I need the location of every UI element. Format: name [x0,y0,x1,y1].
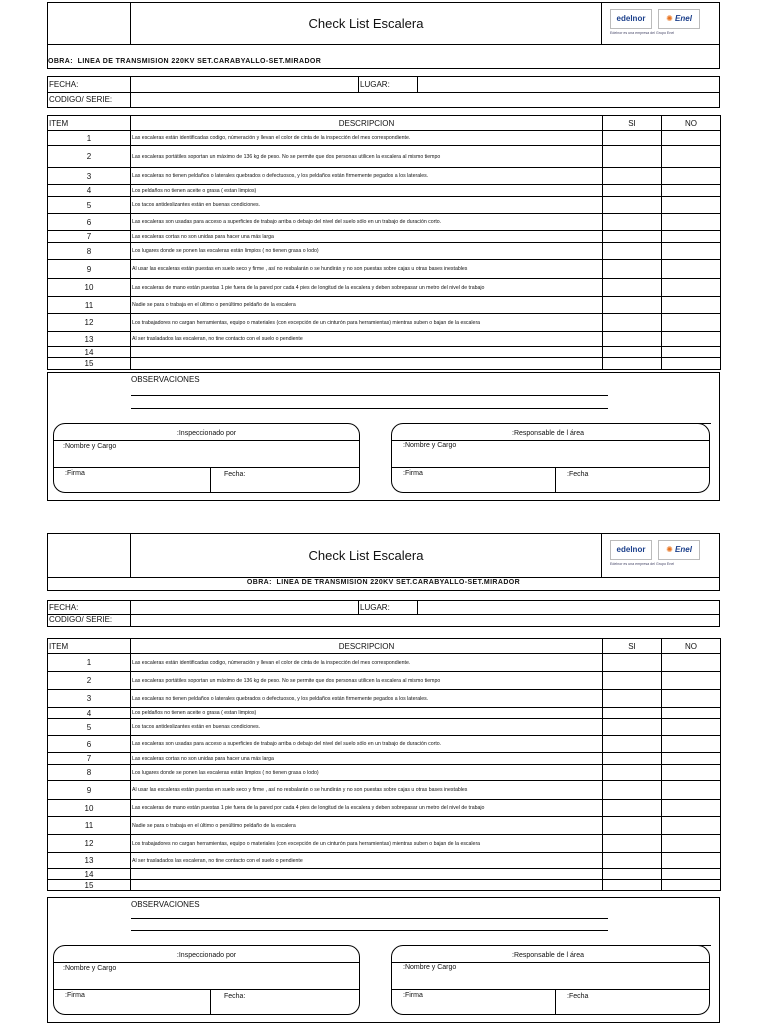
lugar-label: LUGAR: [360,603,390,612]
form-title: Check List Escalera [308,548,424,563]
checklist-table [47,115,721,370]
si-cell[interactable] [603,765,662,781]
si-column-header: SI [603,639,662,654]
observations-section [47,372,720,501]
si-cell[interactable] [603,869,662,880]
observations-title: OBSERVACIONES [131,375,200,384]
item-number: 4 [48,708,131,719]
no-cell[interactable] [662,835,721,853]
item-column-header: ITEM [48,116,131,131]
item-description: Al usar las escaleras están puestas en suelo seco y firme , así no resbalarán o se hundirán y no son puestas sobre cajas u otras bases inestables [131,781,603,800]
no-cell[interactable] [662,719,721,736]
si-cell[interactable] [603,358,662,370]
header-empty-cell [48,3,131,44]
fecha-lugar-row [47,600,720,615]
fecha-sign-label: Fecha: [224,993,246,1000]
no-cell[interactable] [662,869,721,880]
item-description: Al usar las escaleras están puestas en suelo seco y firme , así no resbalarán o se hundirán y no son puestas sobre cajas u otras bases inestables [131,260,603,279]
no-column-header: NO [662,639,721,654]
item-description [131,869,603,880]
item-number: 5 [48,719,131,736]
responsible-area-title: :Responsable de l área [512,952,584,959]
observations-line[interactable] [131,930,608,931]
si-cell[interactable] [603,753,662,765]
enel-star-icon: ✺ [666,14,673,23]
item-description: Al ser trasladados las escaleran, no tine contacto con el suelo o pendiente [131,332,603,347]
item-number: 4 [48,185,131,197]
item-description: Las escaleras de mano están puestas 1 pie fuera de la pared por cada 4 pies de longitud de la escalera y deben sobrepasar un metro del nivel de trabajo [131,800,603,817]
descripcion-column-header: DESCRIPCION [131,639,603,654]
header-empty-cell [48,534,131,577]
firma-label: :Firma [65,992,85,999]
item-number: 15 [48,880,131,891]
item-description: Las escaleras portátiles soportan un máximo de 136 kg de peso. No se permite que dos personas utilicen la escalera al mismo tiempo [131,146,603,168]
logo-tagline: Edelnor es una empresa del Grupo Enel [610,31,675,35]
logo-tagline: Edelnor es una empresa del Grupo Enel [610,562,675,566]
si-cell[interactable] [603,708,662,719]
no-cell[interactable] [662,168,721,185]
item-number: 3 [48,690,131,708]
item-description: Las escaleras no tienen peldaños o laterales quebrados o defectuosos, y los peldaños están firmemente pegados a los laterales. [131,168,603,185]
inspected-by-title: :Inspeccionado por [176,952,237,959]
item-number: 3 [48,168,131,185]
nombre-cargo-label: :Nombre y Cargo [63,965,117,972]
item-number: 15 [48,358,131,370]
no-column-header: NO [662,116,721,131]
company-logos [601,534,720,577]
si-cell[interactable] [603,131,662,146]
responsible-area-box [391,423,710,493]
observations-section [47,897,720,1023]
no-cell[interactable] [662,880,721,891]
obra-value: LINEA DE TRANSMISION 220KV SET.CARABYALLO-SET.MIRADOR [276,579,521,586]
si-cell[interactable] [603,690,662,708]
si-column-header: SI [603,116,662,131]
descripcion-column-header: DESCRIPCION [131,116,603,131]
no-cell[interactable] [662,358,721,370]
item-number: 6 [48,214,131,231]
edelnor-logo: edelnor [610,9,652,29]
item-description: Las escaleras cortas no son unidas para hacer una más larga [131,231,603,243]
codigo-serie-row [47,92,720,108]
item-number: 11 [48,817,131,835]
si-cell[interactable] [603,168,662,185]
obra-label: OBRA: [246,579,272,586]
responsible-area-box [391,945,710,1015]
item-description: Los lugares donde se ponen las escaleras están limpios ( no tienen grasa o lodo) [131,243,603,260]
no-cell[interactable] [662,800,721,817]
item-description: Las escaleras están identificadas codigo, númeración y llevan el color de cinta de la inspección del mes correspondiente. [131,131,603,146]
enel-star-icon: ✺ [666,545,673,554]
si-cell[interactable] [603,214,662,231]
item-description: Las escaleras portátiles soportan un máximo de 136 kg de peso. No se permite que dos personas utilicen la escalera al mismo tiempo [131,672,603,690]
nombre-cargo-label: :Nombre y Cargo [403,964,457,971]
firma-label: :Firma [403,470,423,477]
no-cell[interactable] [662,197,721,214]
item-description: Las escaleras son usadas para acceso a superficies de trabajo arriba o debajo del nivel del suelo sólo en un trabajo de duración corto. [131,736,603,753]
observations-title: OBSERVACIONES [131,900,200,909]
si-cell[interactable] [603,880,662,891]
company-logos [601,3,720,44]
item-number: 8 [48,765,131,781]
item-number: 14 [48,869,131,880]
item-description: Las escaleras cortas no son unidas para hacer una más larga [131,753,603,765]
item-description: Los peldaños no tienen aceite o grasa ( estan limpios) [131,708,603,719]
item-number: 9 [48,260,131,279]
item-description [131,347,603,358]
item-number: 10 [48,800,131,817]
item-description: Los tacos antideslizantes están en buenas condiciones. [131,719,603,736]
inspected-by-box [53,423,360,493]
item-number: 5 [48,197,131,214]
si-cell[interactable] [603,853,662,869]
nombre-cargo-label: :Nombre y Cargo [63,443,117,450]
item-description: Los trabajadores no cargan herramientas, equipo o materiales (con excepción de un cinturón para herramientas) mientras suben o bajan de la escalera [131,835,603,853]
no-cell[interactable] [662,185,721,197]
no-cell[interactable] [662,347,721,358]
enel-logo-text: Enel [675,545,692,554]
item-description: Los tacos antideslizantes están en buenas condiciones. [131,197,603,214]
si-cell[interactable] [603,835,662,853]
no-cell[interactable] [662,279,721,297]
item-description: Los lugares donde se ponen las escaleras están limpios ( no tienen grasa o lodo) [131,765,603,781]
no-cell[interactable] [662,654,721,672]
fecha-sign-label: :Fecha [567,471,589,478]
no-cell[interactable] [662,708,721,719]
obra-label: OBRA: [48,58,73,65]
obra-row [47,576,720,591]
form-header [47,533,720,578]
item-number: 1 [48,131,131,146]
si-cell[interactable] [603,243,662,260]
lugar-label: LUGAR: [360,80,390,89]
item-number: 2 [48,672,131,690]
item-description: Nadie se para o trabaja en el último o penúltimo peldaño de la escalera [131,817,603,835]
item-number: 7 [48,753,131,765]
item-number: 7 [48,231,131,243]
item-description: Las escaleras de mano están puestas 1 pie fuera de la pared por cada 4 pies de longitud de la escalera y deben sobrepasar un metro del nivel de trabajo [131,279,603,297]
no-cell[interactable] [662,314,721,332]
observations-line[interactable] [131,408,608,409]
fecha-lugar-row [47,76,720,93]
item-number: 14 [48,347,131,358]
obra-row [47,43,720,69]
no-cell[interactable] [662,243,721,260]
no-cell[interactable] [662,332,721,347]
si-cell[interactable] [603,817,662,835]
no-cell[interactable] [662,736,721,753]
si-cell[interactable] [603,800,662,817]
item-description [131,880,603,891]
si-cell[interactable] [603,781,662,800]
no-cell[interactable] [662,260,721,279]
si-cell[interactable] [603,185,662,197]
obra-value: LINEA DE TRANSMISION 220KV SET.CARABYALLO-SET.MIRADOR [77,58,322,65]
item-number: 9 [48,781,131,800]
si-cell[interactable] [603,260,662,279]
item-description: Al ser trasladados las escaleran, no tine contacto con el suelo o pendiente [131,853,603,869]
nombre-cargo-label: :Nombre y Cargo [403,442,457,449]
no-cell[interactable] [662,214,721,231]
checklist-table [47,638,721,891]
si-cell[interactable] [603,347,662,358]
no-cell[interactable] [662,753,721,765]
no-cell[interactable] [662,765,721,781]
firma-label: :Firma [65,470,85,477]
no-cell[interactable] [662,690,721,708]
si-cell[interactable] [603,231,662,243]
inspected-by-box [53,945,360,1015]
si-cell[interactable] [603,672,662,690]
si-cell[interactable] [603,314,662,332]
fecha-sign-label: Fecha: [224,471,246,478]
item-description: Las escaleras son usadas para acceso a superficies de trabajo arriba o debajo del nivel del suelo sólo en un trabajo de duración corto. [131,214,603,231]
item-number: 2 [48,146,131,168]
responsible-area-title: :Responsable de l área [512,430,584,437]
si-cell[interactable] [603,654,662,672]
no-cell[interactable] [662,817,721,835]
item-description: Los peldaños no tienen aceite o grasa ( estan limpios) [131,185,603,197]
si-cell[interactable] [603,297,662,314]
item-number: 1 [48,654,131,672]
no-cell[interactable] [662,131,721,146]
si-cell[interactable] [603,146,662,168]
item-number: 12 [48,835,131,853]
item-number: 13 [48,853,131,869]
item-number: 11 [48,297,131,314]
fecha-sign-label: :Fecha [567,993,589,1000]
si-cell[interactable] [603,719,662,736]
si-cell[interactable] [603,332,662,347]
form-header [47,2,720,45]
enel-logo-text: Enel [675,14,692,23]
si-cell[interactable] [603,197,662,214]
no-cell[interactable] [662,672,721,690]
item-description: Las escaleras no tienen peldaños o laterales quebrados o defectuosos, y los peldaños están firmemente pegados a los laterales. [131,690,603,708]
no-cell[interactable] [662,146,721,168]
codigo-serie-label: CODIGO/ SERIE: [49,615,113,624]
item-description [131,358,603,370]
item-description: Los trabajadores no cargan herramientas, equipo o materiales (con excepción de un cinturón para herramientas) mientras suben o bajan de la escalera [131,314,603,332]
edelnor-logo: edelnor [610,540,652,560]
enel-logo [658,540,700,560]
no-cell[interactable] [662,297,721,314]
item-number: 12 [48,314,131,332]
no-cell[interactable] [662,853,721,869]
codigo-serie-row [47,614,720,627]
no-cell[interactable] [662,781,721,800]
enel-logo [658,9,700,29]
si-cell[interactable] [603,736,662,753]
item-number: 13 [48,332,131,347]
inspected-by-title: :Inspeccionado por [176,430,237,437]
item-number: 10 [48,279,131,297]
item-description: Las escaleras están identificadas codigo, númeración y llevan el color de cinta de la inspección del mes correspondiente. [131,654,603,672]
firma-label: :Firma [403,992,423,999]
si-cell[interactable] [603,279,662,297]
form-title: Check List Escalera [308,16,424,31]
no-cell[interactable] [662,231,721,243]
item-number: 6 [48,736,131,753]
item-description: Nadie se para o trabaja en el último o penúltimo peldaño de la escalera [131,297,603,314]
item-number: 8 [48,243,131,260]
item-column-header: ITEM [48,639,131,654]
codigo-serie-label: CODIGO/ SERIE: [49,95,113,104]
fecha-label: FECHA: [49,80,79,89]
observations-line[interactable] [131,918,608,919]
fecha-label: FECHA: [49,603,79,612]
observations-line[interactable] [131,395,608,396]
